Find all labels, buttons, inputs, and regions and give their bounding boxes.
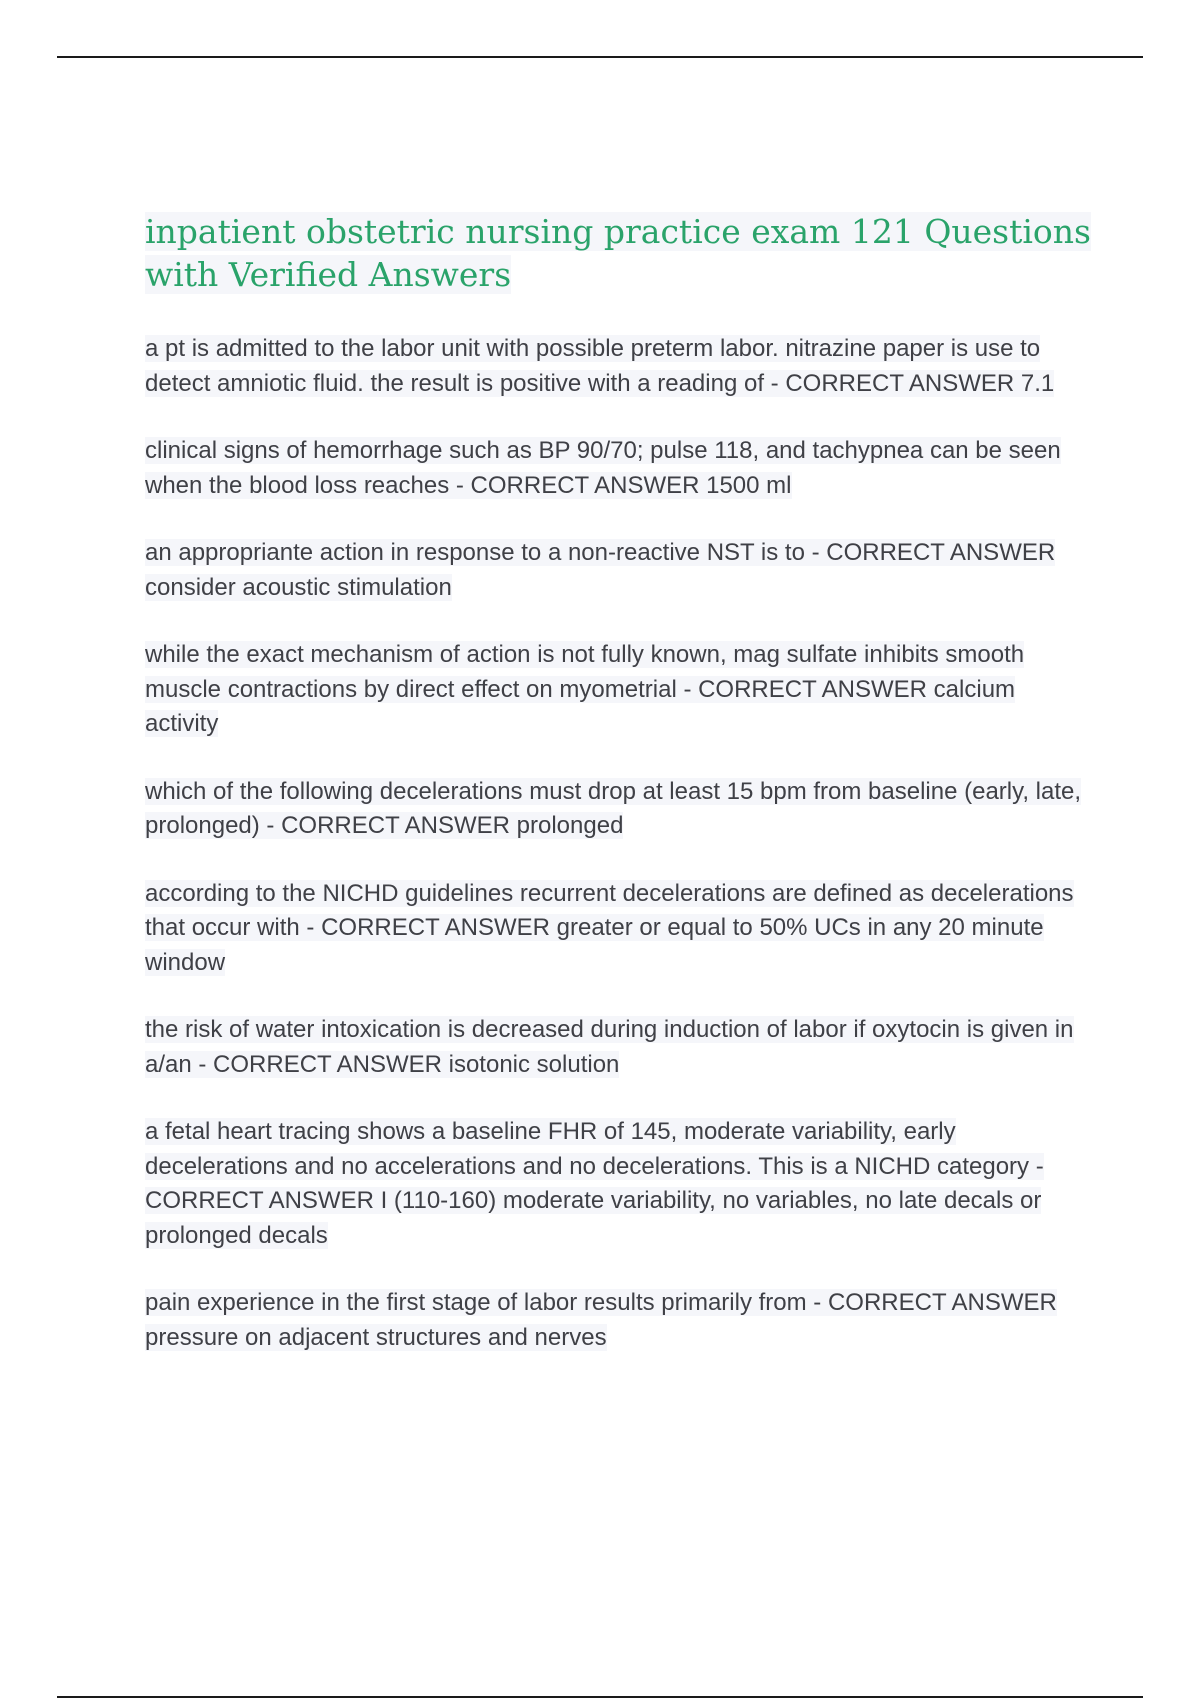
qa-item-text: a fetal heart tracing shows a baseline FHR of 145, moderate variability, early decelerations and no accelerations and no decelerations. This is a NICHD category - CORRECT ANSWER I (110-160) moderate variability, no variables, no late decals or prolonged decals xyxy=(145,1118,1044,1249)
qa-item xyxy=(145,877,1095,981)
document-title-text: inpatient obstetric nursing practice exam 121 Questions with Verified Answers xyxy=(145,212,1091,294)
top-divider xyxy=(57,56,1143,58)
qa-item-text: an appropriante action in response to a non-reactive NST is to - CORRECT ANSWER consider acoustic stimulation xyxy=(145,539,1056,601)
qa-item-text: pain experience in the first stage of labor results primarily from - CORRECT ANSWER pressure on adjacent structures and nerves xyxy=(145,1289,1057,1351)
qa-item xyxy=(145,434,1095,503)
qa-item xyxy=(145,1013,1095,1082)
bottom-divider xyxy=(57,1696,1143,1698)
document-title xyxy=(145,210,1095,296)
qa-item xyxy=(145,638,1095,742)
qa-item xyxy=(145,536,1095,605)
qa-item xyxy=(145,332,1095,401)
qa-item xyxy=(145,775,1095,844)
qa-item xyxy=(145,1286,1095,1355)
document-content xyxy=(145,210,1095,1388)
qa-item xyxy=(145,1115,1095,1253)
qa-item-text: while the exact mechanism of action is not fully known, mag sulfate inhibits smooth muscle contractions by direct effect on myometrial - CORRECT ANSWER calcium activity xyxy=(145,641,1025,737)
qa-item-text: according to the NICHD guidelines recurrent decelerations are defined as decelerations that occur with - CORRECT ANSWER greater or equal to 50% UCs in any 20 minute window xyxy=(145,879,1074,976)
qa-item-text: a pt is admitted to the labor unit with possible preterm labor. nitrazine paper is use to detect amniotic fluid. the result is positive with a reading of - CORRECT ANSWER 7.1 xyxy=(145,335,1055,397)
qa-item-text: the risk of water intoxication is decreased during induction of labor if oxytocin is given in a/an - CORRECT ANSWER isotonic solution xyxy=(145,1016,1074,1078)
qa-item-text: clinical signs of hemorrhage such as BP 90/70; pulse 118, and tachypnea can be seen when the blood loss reaches - CORRECT ANSWER 1500 ml xyxy=(145,437,1061,499)
qa-item-text: which of the following decelerations must drop at least 15 bpm from baseline (early, late, prolonged) - CORRECT ANSWER prolonged xyxy=(145,777,1082,839)
